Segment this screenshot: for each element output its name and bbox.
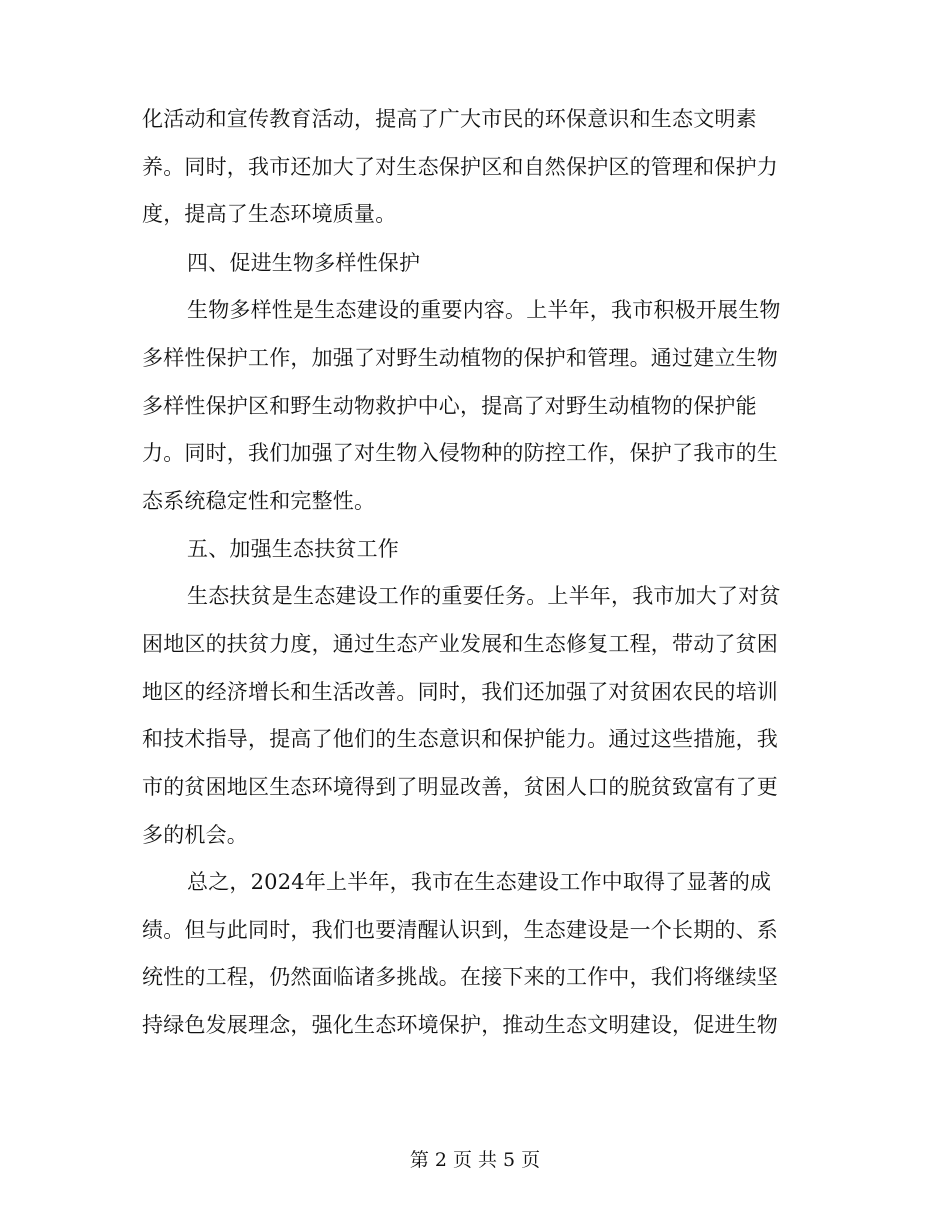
body-text-line: 态系统稳定性和完整性。 (142, 489, 376, 513)
section-heading: 四、促进生物多样性保护 (187, 251, 421, 275)
body-text-line: 多样性保护区和野生动物救护中心，提高了对野生动植物的保护能 (142, 394, 757, 418)
body-text-line: 生态扶贫是生态建设工作的重要任务。上半年，我市加大了对贫 (187, 584, 781, 608)
body-text-line: 市的贫困地区生态环境得到了明显改善，贫困人口的脱贫致富有了更 (142, 775, 778, 799)
body-text-line: 养。同时，我市还加大了对生态保护区和自然保护区的管理和保护力 (142, 155, 778, 179)
body-text-line: 困地区的扶贫力度，通过生态产业发展和生态修复工程，带动了贫困 (142, 632, 778, 656)
body-text-line: 和技术指导，提高了他们的生态意识和保护能力。通过这些措施，我 (142, 727, 778, 751)
body-text-line: 多的机会。 (142, 823, 248, 847)
body-text-line: 持绿色发展理念，强化生态环境保护，推动生态文明建设，促进生物 (142, 1013, 778, 1037)
section-heading: 五、加强生态扶贫工作 (187, 537, 399, 561)
body-text-line: 地区的经济增长和生活改善。同时，我们还加强了对贫困农民的培训 (142, 680, 778, 704)
body-text-line: 生物多样性是生态建设的重要内容。上半年，我市积极开展生物 (187, 298, 781, 322)
body-text-line: 化活动和宣传教育活动，提高了广大市民的环保意识和生态文明素 (142, 107, 757, 131)
body-text-line: 度，提高了生态环境质量。 (142, 202, 397, 226)
body-text-line: 总之，2024年上半年，我市在生态建设工作中取得了显著的成 (187, 870, 772, 894)
body-text-line: 绩。但与此同时，我们也要清醒认识到，生态建设是一个长期的、系 (142, 918, 778, 942)
body-text-line: 统性的工程，仍然面临诸多挑战。在接下来的工作中，我们将继续坚 (142, 965, 778, 989)
body-text-line: 多样性保护工作，加强了对野生动植物的保护和管理。通过建立生物 (142, 346, 778, 370)
page-number-footer: 第 2 页 共 5 页 (409, 1149, 541, 1171)
body-text-line: 力。同时，我们加强了对生物入侵物种的防控工作，保护了我市的生 (142, 441, 778, 465)
